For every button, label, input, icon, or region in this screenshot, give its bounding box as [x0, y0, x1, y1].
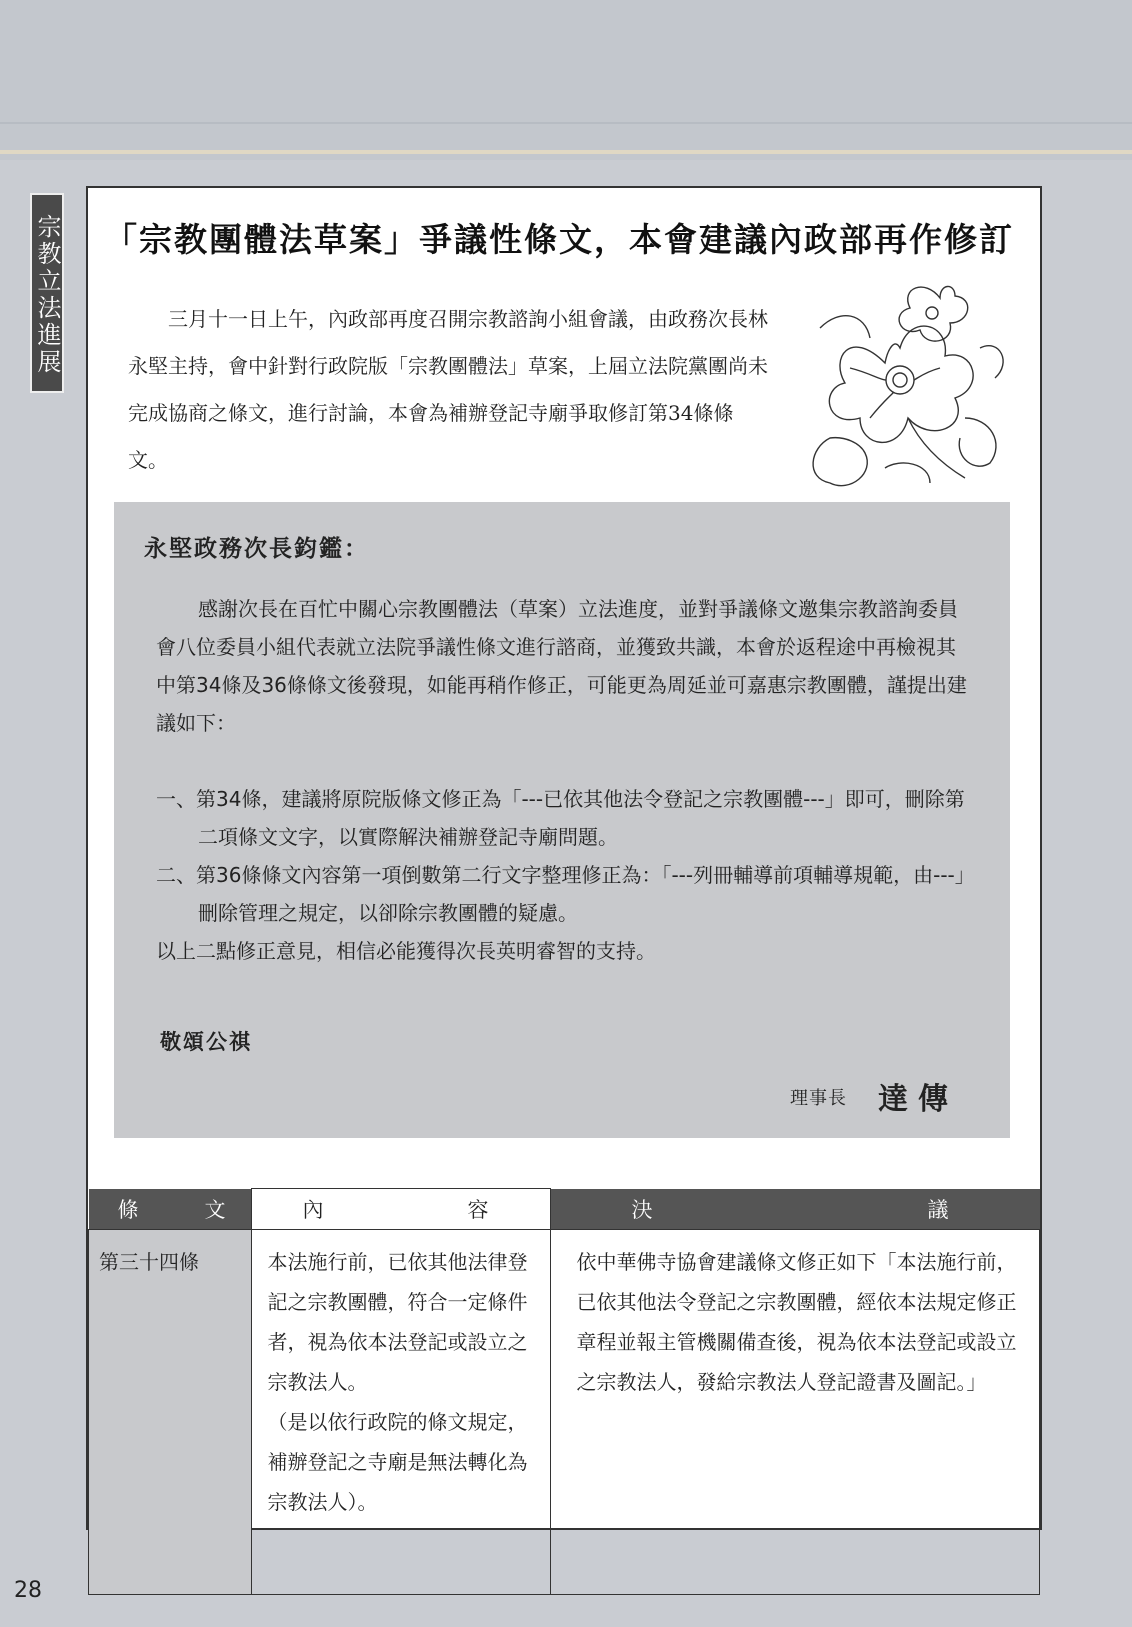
- cell-content: [251, 1230, 550, 1595]
- header-content: [251, 1189, 550, 1230]
- header-rule: [0, 150, 1132, 154]
- header-article-char-1: 條: [117, 1197, 139, 1222]
- table-row: [89, 1230, 1040, 1595]
- header-rule-upper: [0, 122, 1132, 124]
- spacer: [156, 742, 968, 780]
- camellia-illustration: [790, 268, 1020, 498]
- letter-paragraph: 感謝次長在百忙中關心宗教團體法（草案）立法進度，並對爭議條文邀集宗教諮詢委員會八位委員小組代表就立法院爭議性條文進行諮商，並獲致共識，本會於返程途中再檢視其中第34條及36條條文後發現，如能再稍作修正，可能更為周延並可嘉惠宗教團體，謹提出建議如下：: [156, 597, 967, 735]
- cell-content-note: （是以依行政院的條文規定，補辦登記之寺廟是無法轉化為宗教法人）。: [267, 1410, 528, 1514]
- header-content-char-2: 容: [467, 1198, 489, 1222]
- letter-closing: 敬頌公祺: [160, 1029, 252, 1054]
- signer-title: 理事長: [790, 1088, 847, 1109]
- article-title: 「宗教團體法草案」爭議性條文，本會建議內政部再作修訂: [104, 220, 1014, 259]
- header-article: [89, 1189, 252, 1230]
- header-content-char-1: 內: [302, 1198, 324, 1222]
- letter-body: [156, 590, 968, 970]
- header-resolution-char-2: 議: [927, 1197, 949, 1222]
- intro-text: 三月十一日上午，內政部再度召開宗教諮詢小組會議，由政務次長林永堅主持，會中針對行政院版「宗教團體法」草案，上屆立法院黨團尚未完成協商之條文，進行討論，本會為補辦登記寺廟爭取修訂第34條條文。: [128, 307, 768, 472]
- article-table: [88, 1188, 1040, 1595]
- intro-paragraph: [128, 296, 768, 484]
- header-resolution: [550, 1189, 1040, 1230]
- header-article-char-2: 文: [204, 1197, 226, 1222]
- letter-item-1: 一、第34條，建議將原院版條文修正為「---已依其他法令登記之宗教團體---」即可，刪除第二項條文文字，以實際解決補辦登記寺廟問題。: [156, 787, 965, 849]
- header-band: [0, 0, 1132, 160]
- signer-name: 達傳: [878, 1082, 958, 1117]
- letter-summary: 以上二點修正意見，相信必能獲得次長英明睿智的支持。: [156, 939, 656, 963]
- cell-resolution: 依中華佛寺協會建議條文修正如下「本法施行前，已依其他法令登記之宗教團體，經依本法規定修正章程並報主管機關備查後，視為依本法登記或設立之宗教法人，發給宗教法人登記證書及圖記。」: [550, 1230, 1040, 1595]
- section-side-tab: 宗教立法進展: [30, 193, 64, 393]
- table-header-row: [89, 1189, 1040, 1230]
- letter-item-2: 二、第36條條文內容第一項倒數第二行文字整理修正為：「---列冊輔導前項輔導規範，由---」刪除管理之規定，以卻除宗教團體的疑慮。: [156, 863, 965, 925]
- page-number: 28: [14, 1578, 42, 1603]
- cell-article: 第三十四條: [89, 1230, 252, 1595]
- header-resolution-char-1: 決: [631, 1197, 653, 1222]
- cell-content-text: 本法施行前，已依其他法律登記之宗教團體，符合一定條件者，視為依本法登記或設立之宗教法人。: [267, 1250, 528, 1394]
- letter-salutation: 永堅政務次長鈞鑑：: [144, 535, 369, 562]
